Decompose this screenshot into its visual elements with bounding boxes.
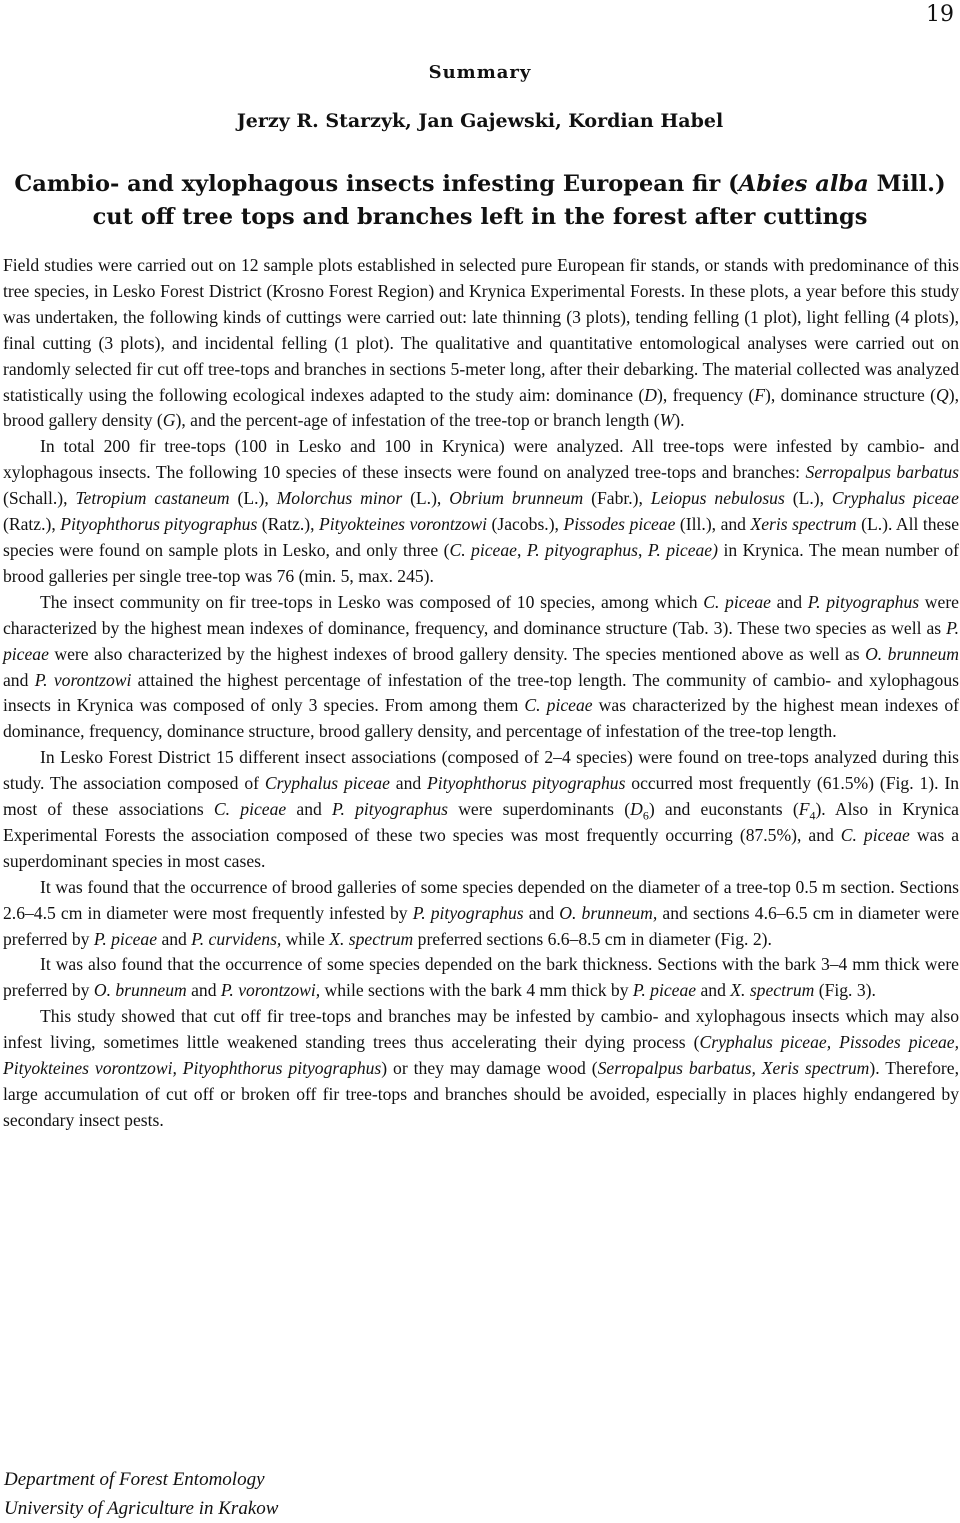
page-number: 19 — [926, 2, 954, 27]
affiliation-university: University of Agriculture in Krakow — [4, 1498, 279, 1519]
article-title — [0, 168, 960, 234]
affiliation — [4, 1465, 278, 1523]
title-line-2: cut off tree tops and branches left in the forest after cuttings — [92, 204, 868, 230]
paragraph-5: It was found that the occurrence of brood galleries of some species depended on the diameter of a tree-top 0.5 m section. Sections 2.6–4.5 cm in diameter were most frequently infested by P. pityographus and O. brunneum, and sections 4.6–6.5 cm in diameter were preferred by P. piceae and P. curvidens, while X. spectrum preferred sections 6.6–8.5 cm in diameter (Fig. 2). — [3, 876, 960, 949]
title-text: Mill.) — [868, 171, 946, 197]
paragraph-1: Field studies were carried out on 12 sample plots established in selected pure European fir stands, or stands with predominance of this tree species, in Lesko Forest District (Krosno Forest Region) and Krynica Experimental Forests. In these plots, a year before this study was undertaken, the following kinds of cuttings were carried out: late thinning (3 plots), tending felling (1 plot), light felling (4 plots), final cutting (3 plots), and incidental felling (1 plot). The qualitative and quantitative entomological analyses were carried out on randomly selected fir cut off tree-tops and branches in sections 5-meter long, after their debarking. The material collected was analyzed statistically using the following ecological indexes adapted to the study aim: dominance (D), frequency (F), dominance structure (Q), brood gallery density (G), and the percent-age of infestation of the tree-top or branch length (W). — [3, 255, 960, 431]
affiliation-department: Department of Forest Entomology — [4, 1469, 265, 1490]
section-heading: Summary — [428, 62, 532, 83]
title-species: Abies alba — [738, 171, 869, 197]
paragraph-6: It was also found that the occurrence of some species depended on the bark thickness. Sections with the bark 3–4 mm thick were preferred by O. brunneum and P. vorontzowi, while sections with the bark 4 mm thick by P. piceae and X. spectrum (Fig. 3). — [3, 954, 959, 1001]
summary-body — [3, 253, 959, 1134]
title-text: Cambio- and xylophagous insects infesting European fir ( — [14, 171, 739, 197]
paragraph-2: In total 200 fir tree-tops (100 in Lesko and 100 in Krynica) were analyzed. All tree-tops were infested by cambio- and xylophagous insects. The following 10 species of these insects were found on analyzed tree-tops and branches: Serropalpus barbatus (Schall.), Tetropium castaneum (L.), Molorchus minor (L.), Obrium brunneum (Fabr.), Leiopus nebulosus (L.), Cryphalus piceae (Ratz.), Pityophthorus pityographus (Ratz.), Pityokteines vorontzowi (Jacobs.), Pissodes piceae (Ill.), and Xeris spectrum (L.). All these species were found on sample plots in Lesko, and only three (C. piceae, P. pityographus, P. piceae) in Krynica. The mean number of brood galleries per single tree-top was 76 (min. 5, max. 245). — [3, 436, 959, 586]
authors-line: Jerzy R. Starzyk, Jan Gajewski, Kordian Habel — [236, 110, 724, 132]
paragraph-4: In Lesko Forest District 15 different insect associations (composed of 2–4 species) were found on tree-tops analyzed during this study. The association composed of Cryphalus piceae and Pityophthorus pityographus occurred most frequently (61.5%) (Fig. 1). In most of these associations C. piceae and P. pityographus were superdominants $(D_6)$ and euconstants $(F_4)$. Also in Krynica Experimental Forests the association composed of these two species was most frequently occurring (87.5%), and C. piceae was a superdominant species in most cases. — [3, 747, 960, 871]
paragraph-7: This study showed that cut off fir tree-tops and branches may be infested by cambio- and xylophagous insects which may also infest living, sometimes little weakened standing trees thus accelerating their dying process (Cryphalus piceae, Pissodes piceae, Pityokteines vorontzowi, Pityophthorus pityographus) or they may damage wood (Serropalpus barbatus, Xeris spectrum). Therefore, large accumulation of cut off or broken off fir tree-tops and branches should be avoided, especially in places highly endangered by secondary insect pests. — [3, 1006, 959, 1130]
paragraph-3: The insect community on fir tree-tops in Lesko was composed of 10 species, among which C. piceae and P. pityographus were characterized by the highest mean indexes of dominance, frequency, and dominance structure (Tab. 3). These two species as well as P. piceae were also characterized by the highest indexes of brood gallery density. The species mentioned above as well as O. brunneum and P. vorontzowi attained the highest percentage of infestation of the tree-top length. The community of cambio- and xylophagous insects in Krynica was composed of only 3 species. From among them C. piceae was characterized by the highest mean indexes of dominance, frequency, dominance structure, brood gallery density, and percentage of infestation of the tree-top length. — [3, 591, 959, 742]
